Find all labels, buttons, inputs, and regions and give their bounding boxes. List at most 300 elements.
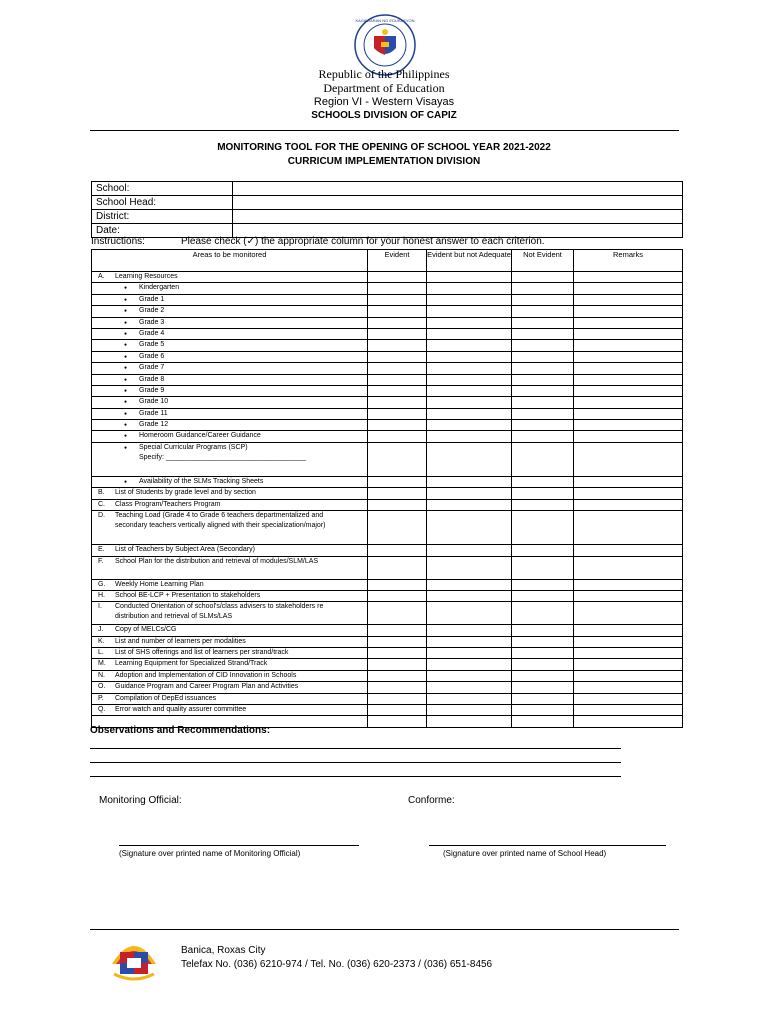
area-text: Teaching Load (Grade 4 to Grade 6 teachers departmentalized and secondary teachers vertically aligned with their specialization/major) [115, 512, 326, 530]
area-cell [92, 272, 368, 283]
table-row [92, 693, 683, 704]
area-letter: L. [98, 648, 104, 656]
evident-not-adequate-cell[interactable] [427, 477, 512, 488]
monitoring-signature-caption: (Signature over printed name of Monitoring Official) [119, 849, 301, 858]
area-letter: G. [98, 580, 106, 588]
table-row [92, 590, 683, 601]
evident-cell[interactable] [368, 682, 427, 693]
table-row [92, 351, 683, 362]
monitoring-signature-line[interactable] [119, 845, 359, 846]
area-letter: D. [98, 512, 105, 520]
evident-not-adequate-cell[interactable] [427, 511, 512, 545]
not-evident-cell[interactable] [512, 272, 574, 283]
evident-not-adequate-cell[interactable] [427, 704, 512, 715]
evident-cell[interactable] [368, 647, 427, 658]
not-evident-cell[interactable] [512, 442, 574, 476]
evident-not-adequate-cell[interactable] [427, 636, 512, 647]
table-row [92, 272, 683, 283]
table-row [92, 442, 683, 476]
area-text: Kindergarten [139, 284, 180, 292]
evident-not-adequate-cell[interactable] [427, 647, 512, 658]
area-cell [92, 374, 368, 385]
not-evident-cell[interactable] [512, 420, 574, 431]
area-text: School Plan for the distribution and retrieval of modules/SLM/LAS [115, 557, 319, 565]
division-logo-icon [108, 934, 160, 982]
evident-cell[interactable] [368, 488, 427, 499]
evident-cell[interactable] [368, 306, 427, 317]
evident-cell[interactable] [368, 670, 427, 681]
monitoring-official-label: Monitoring Official: [99, 795, 182, 806]
evident-cell[interactable] [368, 340, 427, 351]
seal-text: KAGAWARAN NG EDUKASYON [355, 18, 415, 23]
evident-cell[interactable] [368, 385, 427, 396]
area-cell [92, 363, 368, 374]
not-evident-cell[interactable] [512, 363, 574, 374]
table-row [92, 545, 683, 556]
not-evident-cell[interactable] [512, 340, 574, 351]
area-cell [92, 590, 368, 601]
evident-cell[interactable] [368, 272, 427, 283]
evident-not-adequate-cell[interactable] [427, 693, 512, 704]
conforme-label: Conforme: [408, 795, 455, 806]
remarks-cell[interactable] [574, 579, 683, 590]
not-evident-cell[interactable] [512, 693, 574, 704]
table-row [92, 374, 683, 385]
bullet-icon: ● [123, 399, 127, 406]
not-evident-cell[interactable] [512, 499, 574, 510]
evident-cell[interactable] [368, 602, 427, 625]
area-cell [92, 636, 368, 647]
table-row [92, 420, 683, 431]
remarks-cell[interactable] [574, 420, 683, 431]
evident-not-adequate-cell[interactable] [427, 272, 512, 283]
area-letter: A. [98, 273, 105, 280]
area-cell [92, 704, 368, 715]
area-cell [92, 317, 368, 328]
remarks-cell[interactable] [574, 328, 683, 339]
evident-not-adequate-cell[interactable] [427, 579, 512, 590]
table-row [92, 704, 683, 715]
bullet-icon: ● [123, 342, 127, 349]
header-department: Department of Education [323, 81, 445, 95]
area-text: Grade 8 [139, 375, 165, 383]
not-evident-cell[interactable] [512, 716, 574, 727]
area-cell [92, 511, 368, 545]
area-letter: P. [98, 694, 104, 702]
table-row [92, 397, 683, 408]
bullet-icon: ● [123, 387, 127, 394]
not-evident-cell[interactable] [512, 306, 574, 317]
header-divider [90, 130, 679, 131]
area-text: List and number of learners per modalities [115, 637, 246, 645]
remarks-cell[interactable] [574, 636, 683, 647]
header-evident-not-adequate: Evident but not Adequate [427, 250, 512, 272]
area-text: Homeroom Guidance/Career Guidance [139, 432, 261, 440]
evident-not-adequate-cell[interactable] [427, 374, 512, 385]
not-evident-cell[interactable] [512, 477, 574, 488]
remarks-cell[interactable] [574, 545, 683, 556]
evident-not-adequate-cell[interactable] [427, 385, 512, 396]
area-cell [92, 306, 368, 317]
bullet-icon: ● [123, 353, 127, 360]
remarks-cell[interactable] [574, 283, 683, 294]
area-cell [92, 499, 368, 510]
area-text: Grade 5 [139, 341, 165, 349]
bullet-icon: ● [123, 365, 127, 372]
header-not-evident: Not Evident [512, 250, 574, 272]
evident-not-adequate-cell[interactable] [427, 670, 512, 681]
evident-not-adequate-cell[interactable] [427, 682, 512, 693]
not-evident-cell[interactable] [512, 374, 574, 385]
remarks-cell[interactable] [574, 602, 683, 625]
table-row [92, 602, 683, 625]
table-row [92, 636, 683, 647]
area-letter: K. [98, 637, 105, 645]
remarks-cell[interactable] [574, 442, 683, 476]
remarks-cell[interactable] [574, 693, 683, 704]
table-row [92, 363, 683, 374]
footer-address: Banica, Roxas City [181, 945, 266, 956]
evident-cell[interactable] [368, 511, 427, 545]
instructions-label: Instructions: [91, 236, 145, 247]
table-row [92, 682, 683, 693]
area-cell [92, 397, 368, 408]
table-row [92, 477, 683, 488]
form-title: MONITORING TOOL FOR THE OPENING OF SCHOOL YEAR 2021-2022 [217, 142, 551, 153]
not-evident-cell[interactable] [512, 351, 574, 362]
remarks-cell[interactable] [574, 397, 683, 408]
evident-cell[interactable] [368, 317, 427, 328]
header-division: SCHOOLS DIVISION OF CAPIZ [311, 110, 457, 121]
remarks-cell[interactable] [574, 647, 683, 658]
evident-cell[interactable] [368, 420, 427, 431]
remarks-cell[interactable] [574, 351, 683, 362]
not-evident-cell[interactable] [512, 602, 574, 625]
evident-not-adequate-cell[interactable] [427, 351, 512, 362]
bullet-icon: ● [123, 479, 127, 486]
not-evident-cell[interactable] [512, 704, 574, 715]
evident-not-adequate-cell[interactable] [427, 431, 512, 442]
school-field[interactable] [233, 182, 683, 196]
area-cell [92, 420, 368, 431]
area-cell [92, 602, 368, 625]
bullet-icon: ● [123, 308, 127, 315]
header-evident: Evident [368, 250, 427, 272]
area-letter: B. [98, 489, 105, 497]
not-evident-cell[interactable] [512, 317, 574, 328]
evident-cell[interactable] [368, 442, 427, 476]
not-evident-cell[interactable] [512, 590, 574, 601]
not-evident-cell[interactable] [512, 545, 574, 556]
remarks-cell[interactable] [574, 374, 683, 385]
head-signature-caption: (Signature over printed name of School Head) [443, 849, 607, 858]
date-label: Date: [92, 224, 233, 238]
evident-cell[interactable] [368, 499, 427, 510]
not-evident-cell[interactable] [512, 294, 574, 305]
not-evident-cell[interactable] [512, 488, 574, 499]
form-subtitle: CURRICUM IMPLEMENTATION DIVISION [287, 156, 481, 167]
table-row [92, 283, 683, 294]
table-row [92, 511, 683, 545]
area-text: Grade 12 [139, 421, 169, 429]
area-text: Adoption and Implementation of CID Innovation in Schools [115, 671, 297, 679]
area-text: Grade 3 [139, 318, 165, 326]
area-text: Conducted Orientation of school's/class advisers to stakeholders re distribution and retrieval of SLMs/LAS [115, 603, 324, 621]
remarks-cell[interactable] [574, 704, 683, 715]
evident-cell[interactable] [368, 556, 427, 579]
table-row [92, 625, 683, 636]
area-letter: N. [98, 671, 105, 679]
table-row [92, 499, 683, 510]
area-cell [92, 351, 368, 362]
remarks-cell[interactable] [574, 625, 683, 636]
area-text: Special Curricular Programs (SCP) [139, 443, 248, 451]
evident-cell[interactable] [368, 363, 427, 374]
remarks-cell[interactable] [574, 499, 683, 510]
bullet-icon: ● [123, 376, 127, 383]
evident-not-adequate-cell[interactable] [427, 659, 512, 670]
bullet-icon: ● [123, 422, 127, 429]
school-info-table [91, 181, 683, 238]
area-text: Learning Equipment for Specialized Strand/Track [115, 660, 268, 668]
evident-cell[interactable] [368, 477, 427, 488]
remarks-cell[interactable] [574, 431, 683, 442]
not-evident-cell[interactable] [512, 283, 574, 294]
area-text: Error watch and quality assurer committee [115, 705, 247, 713]
remarks-cell[interactable] [574, 590, 683, 601]
evident-cell[interactable] [368, 294, 427, 305]
not-evident-cell[interactable] [512, 682, 574, 693]
evident-not-adequate-cell[interactable] [427, 328, 512, 339]
remarks-cell[interactable] [574, 556, 683, 579]
not-evident-cell[interactable] [512, 511, 574, 545]
evident-cell[interactable] [368, 431, 427, 442]
not-evident-cell[interactable] [512, 670, 574, 681]
not-evident-cell[interactable] [512, 636, 574, 647]
not-evident-cell[interactable] [512, 385, 574, 396]
evident-cell[interactable] [368, 397, 427, 408]
evident-not-adequate-cell[interactable] [427, 716, 512, 727]
table-row [92, 317, 683, 328]
table-row [92, 328, 683, 339]
area-text: Guidance Program and Career Program Plan and Activities [115, 683, 299, 691]
evident-not-adequate-cell[interactable] [427, 545, 512, 556]
remarks-cell[interactable] [574, 317, 683, 328]
area-text: Weekly Home Learning Plan [115, 580, 204, 588]
head-signature-line[interactable] [429, 845, 666, 846]
area-cell [92, 693, 368, 704]
not-evident-cell[interactable] [512, 647, 574, 658]
remarks-cell[interactable] [574, 363, 683, 374]
area-cell [92, 579, 368, 590]
evident-not-adequate-cell[interactable] [427, 499, 512, 510]
header-region: Region VI - Western Visayas [313, 96, 455, 108]
evident-cell[interactable] [368, 590, 427, 601]
specify-field[interactable]: Specify: ____________________________________ [139, 453, 306, 461]
area-cell [92, 294, 368, 305]
remarks-cell[interactable] [574, 659, 683, 670]
evident-not-adequate-cell[interactable] [427, 283, 512, 294]
observation-line[interactable] [90, 762, 621, 763]
table-row [92, 659, 683, 670]
area-text: Grade 10 [139, 398, 169, 406]
not-evident-cell[interactable] [512, 431, 574, 442]
area-cell [92, 488, 368, 499]
area-text: List of SHS offerings and list of learners per strand/track [115, 648, 289, 656]
area-cell [92, 647, 368, 658]
area-letter: J. [98, 626, 104, 634]
area-cell [92, 431, 368, 442]
evident-cell[interactable] [368, 704, 427, 715]
bullet-icon: ● [123, 296, 127, 303]
area-text: Grade 4 [139, 329, 165, 337]
table-row [92, 431, 683, 442]
district-field[interactable] [233, 210, 683, 224]
footer-divider [90, 929, 679, 930]
evident-cell[interactable] [368, 625, 427, 636]
evident-cell[interactable] [368, 328, 427, 339]
footer-contact: Telefax No. (036) 6210-974 / Tel. No. (036) 620-2373 / (036) 651-8456 [181, 959, 493, 970]
evident-not-adequate-cell[interactable] [427, 340, 512, 351]
area-cell [92, 385, 368, 396]
area-cell [92, 625, 368, 636]
evident-not-adequate-cell[interactable] [427, 363, 512, 374]
remarks-cell[interactable] [574, 306, 683, 317]
header-areas: Areas to be monitored [92, 250, 368, 272]
header-republic: Republic of the Philippines [318, 67, 450, 81]
evident-cell[interactable] [368, 545, 427, 556]
observations-label: Observations and Recommendations: [90, 725, 271, 736]
remarks-cell[interactable] [574, 716, 683, 727]
evident-not-adequate-cell[interactable] [427, 306, 512, 317]
evident-cell[interactable] [368, 408, 427, 419]
area-text: School BE-LCP + Presentation to stakeholders [115, 591, 261, 599]
evident-cell[interactable] [368, 579, 427, 590]
evident-not-adequate-cell[interactable] [427, 408, 512, 419]
area-text: Availability of the SLMs Tracking Sheets [139, 478, 264, 486]
area-cell [92, 340, 368, 351]
evident-not-adequate-cell[interactable] [427, 488, 512, 499]
area-text: Learning Resources [115, 273, 178, 280]
remarks-cell[interactable] [574, 340, 683, 351]
area-cell [92, 659, 368, 670]
area-letter: I. [98, 603, 102, 611]
evident-not-adequate-cell[interactable] [427, 317, 512, 328]
not-evident-cell[interactable] [512, 328, 574, 339]
bullet-icon: ● [123, 330, 127, 337]
bullet-icon: ● [123, 285, 127, 292]
remarks-cell[interactable] [574, 477, 683, 488]
remarks-cell[interactable] [574, 488, 683, 499]
area-text: Grade 6 [139, 352, 165, 360]
observation-line[interactable] [90, 776, 621, 777]
not-evident-cell[interactable] [512, 579, 574, 590]
area-cell [92, 408, 368, 419]
school-head-label: School Head: [92, 196, 233, 210]
area-text: List of Students by grade level and by section [115, 489, 256, 497]
table-row [92, 556, 683, 579]
area-text: Grade 2 [139, 307, 165, 315]
evident-cell[interactable] [368, 716, 427, 727]
area-text: Grade 1 [139, 295, 165, 303]
evident-not-adequate-cell[interactable] [427, 397, 512, 408]
evident-not-adequate-cell[interactable] [427, 602, 512, 625]
remarks-cell[interactable] [574, 272, 683, 283]
not-evident-cell[interactable] [512, 625, 574, 636]
table-row [92, 488, 683, 499]
school-head-field[interactable] [233, 196, 683, 210]
evident-cell[interactable] [368, 374, 427, 385]
bullet-icon: ● [123, 444, 127, 451]
area-letter: H. [98, 591, 105, 599]
area-text: Grade 11 [139, 409, 168, 417]
remarks-cell[interactable] [574, 682, 683, 693]
evident-not-adequate-cell[interactable] [427, 590, 512, 601]
evident-cell[interactable] [368, 693, 427, 704]
area-letter: E. [98, 546, 105, 554]
evident-cell[interactable] [368, 659, 427, 670]
table-row [92, 670, 683, 681]
area-letter: O. [98, 683, 106, 691]
area-letter: C. [98, 500, 105, 508]
evident-cell[interactable] [368, 636, 427, 647]
remarks-cell[interactable] [574, 511, 683, 545]
not-evident-cell[interactable] [512, 397, 574, 408]
area-text: List of Teachers by Subject Area (Secondary) [115, 546, 255, 554]
area-text: Class Program/Teachers Program [115, 500, 221, 508]
monitoring-table [91, 249, 683, 728]
table-row [92, 306, 683, 317]
observation-line[interactable] [90, 748, 621, 749]
not-evident-cell[interactable] [512, 659, 574, 670]
instructions-text: Please check (✓) the appropriate column for your honest answer to each criterion. [181, 236, 545, 247]
not-evident-cell[interactable] [512, 556, 574, 579]
area-text: Grade 9 [139, 386, 165, 394]
area-text: Copy of MELCs/CG [115, 626, 177, 634]
remarks-cell[interactable] [574, 670, 683, 681]
bullet-icon: ● [123, 319, 127, 326]
table-row [92, 408, 683, 419]
evident-not-adequate-cell[interactable] [427, 625, 512, 636]
header-remarks: Remarks [574, 250, 683, 272]
remarks-cell[interactable] [574, 408, 683, 419]
area-cell [92, 477, 368, 488]
area-cell [92, 670, 368, 681]
remarks-cell[interactable] [574, 294, 683, 305]
not-evident-cell[interactable] [512, 408, 574, 419]
evident-not-adequate-cell[interactable] [427, 294, 512, 305]
area-letter: Q. [98, 705, 106, 713]
evident-cell[interactable] [368, 283, 427, 294]
evident-not-adequate-cell[interactable] [427, 442, 512, 476]
area-cell [92, 283, 368, 294]
evident-not-adequate-cell[interactable] [427, 420, 512, 431]
area-cell [92, 682, 368, 693]
table-row [92, 294, 683, 305]
area-text: Grade 7 [139, 364, 165, 372]
table-row [92, 385, 683, 396]
table-row [92, 647, 683, 658]
table-row [92, 579, 683, 590]
area-cell [92, 556, 368, 579]
evident-not-adequate-cell[interactable] [427, 556, 512, 579]
area-cell [92, 442, 368, 476]
evident-cell[interactable] [368, 351, 427, 362]
table-row [92, 340, 683, 351]
bullet-icon: ● [123, 410, 127, 417]
remarks-cell[interactable] [574, 385, 683, 396]
area-cell [92, 328, 368, 339]
